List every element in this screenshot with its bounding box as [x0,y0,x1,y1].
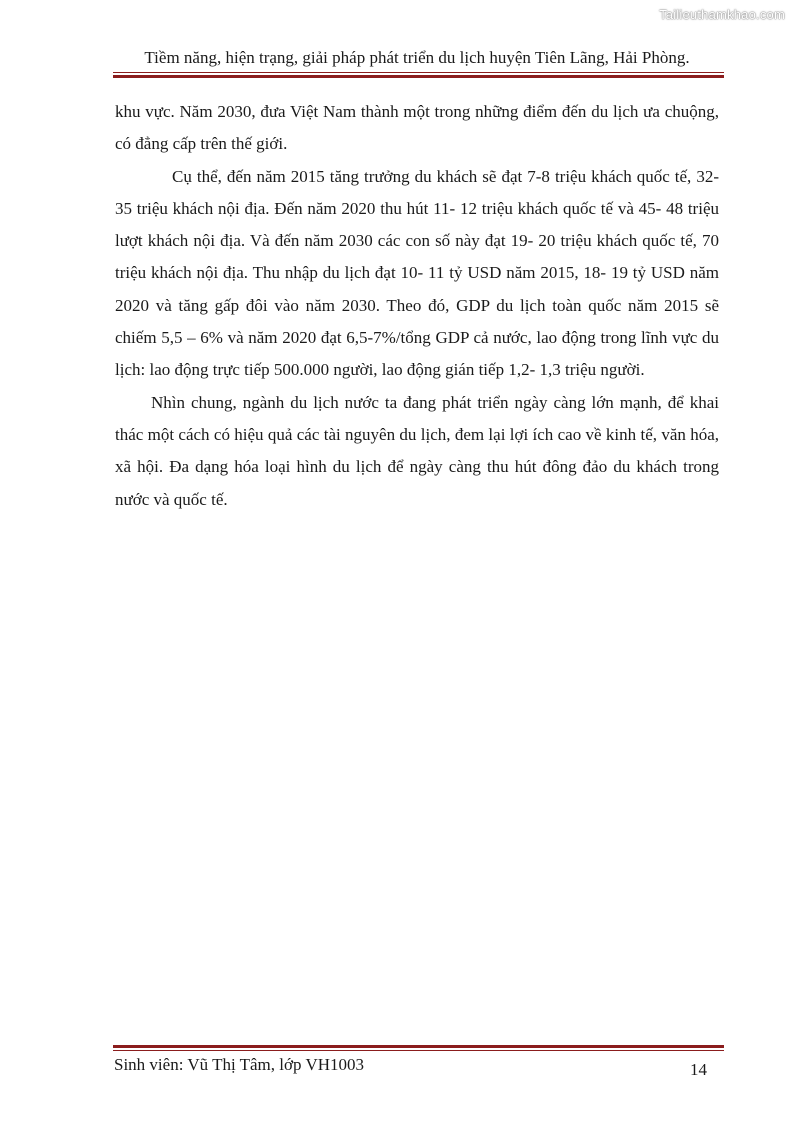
paragraph-3: Nhìn chung, ngành du lịch nước ta đang phát triển ngày càng lớn mạnh, để khai thác một cách có hiệu quả các tài nguyên du lịch, đem lại lợi ích cao về kinh tế, văn hóa, xã hội. Đa dạng hóa loại hình du lịch để ngày càng thu hút đông đảo du khách trong nước và quốc tế. [115,392,719,509]
page-header-title: Tiềm năng, hiện trạng, giải pháp phát triển du lịch huyện Tiên Lãng, Hải Phòng. [144,48,690,67]
header-rule-thick [113,75,724,78]
document-body [115,96,719,516]
footer-rule-thin [113,1050,724,1051]
watermark: Tailieuthamkhao.com [659,7,785,22]
footer-rule-thick [113,1045,724,1048]
page-number: 14 [690,1060,707,1079]
paragraph-1: khu vực. Năm 2030, đưa Việt Nam thành một trong những điểm đến du lịch ưa chuộng, có đẳng cấp trên thế giới. [115,102,719,154]
header-rule-thin [113,72,724,73]
footer-author: Sinh viên: Vũ Thị Tâm, lớp VH1003 [114,1055,364,1074]
paragraph-2: Cụ thể, đến năm 2015 tăng trưởng du khách sẽ đạt 7-8 triệu khách quốc tế, 32- 35 triệu khách nội địa. Đến năm 2020 thu hút 11- 12 triệu khách quốc tế và 45- 48 triệu lượt khách nội địa. Và đến năm 2030 các con số này đạt 19- 20 triệu khách quốc tế, 70 triệu khách nội địa. Thu nhập du lịch đạt 10- 11 tỷ USD năm 2015, 18- 19 tỷ USD năm 2020 và tăng gấp đôi vào năm 2030. Theo đó, GDP du lịch toàn quốc năm 2015 sẽ chiếm 5,5 – 6% và năm 2020 đạt 6,5-7%/tổng GDP cả nước, lao động trong lĩnh vực du lịch: lao động trực tiếp 500.000 người, lao động gián tiếp 1,2- 1,3 triệu người. [115,166,719,380]
